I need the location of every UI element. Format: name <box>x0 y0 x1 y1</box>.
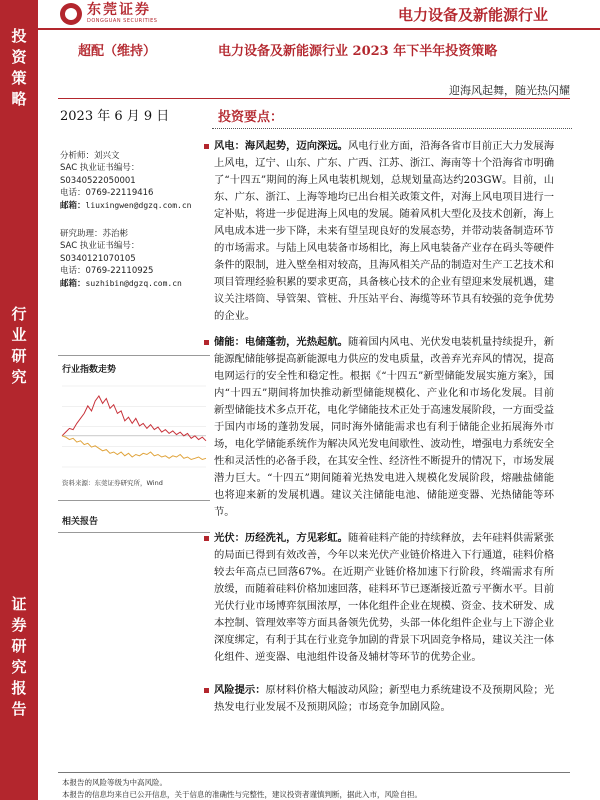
report-subtitle: 迎海风起舞，随光热闪耀 <box>449 84 570 97</box>
analyst-sac-label: SAC 执业证书编号： <box>60 163 140 174</box>
assistant-phone: 电话：0769-22110925 <box>60 266 154 277</box>
rating: 超配（维持） <box>78 44 157 59</box>
chart-series-line-0 <box>62 396 206 441</box>
logo-name-en: DONGGUAN SECURITIES <box>87 18 158 24</box>
point-lead: 风电：海风起势，迈向深远。 <box>214 140 348 152</box>
bullet-icon <box>204 340 209 345</box>
analyst-block <box>60 150 210 212</box>
key-points-divider <box>212 128 572 129</box>
analyst-email[interactable]: liuxingwen@dgzq.com.cn <box>85 200 192 210</box>
bullet-icon <box>204 688 209 693</box>
report-title: 电力设备及新能源行业 2023 年下半年投资策略 <box>218 44 498 59</box>
point-risk <box>214 682 554 716</box>
assistant-name: 研究助理：苏治彬 <box>60 229 129 239</box>
chart-top-divider <box>58 355 210 356</box>
assistant-email-row: 邮箱：suzhibin@dgzq.com.cn <box>60 278 182 289</box>
sidebar-label-strategy: 投 资 策 略 <box>11 27 27 108</box>
industry-index-chart <box>58 380 210 475</box>
assistant-email[interactable]: suzhibin@dgzq.com.cn <box>85 278 182 288</box>
key-points-title: 投资要点： <box>218 110 284 125</box>
chart-series-line-1 <box>62 436 206 460</box>
point-wind <box>214 138 554 325</box>
left-sidebar <box>0 0 38 800</box>
point-storage <box>214 334 554 521</box>
header-industry: 电力设备及新能源行业 <box>397 6 548 24</box>
analyst-phone: 电话：0769-22119416 <box>60 188 154 199</box>
point-solar <box>214 530 554 666</box>
chart-bottom-divider <box>58 500 210 501</box>
report-date: 2023 年 6 月 9 日 <box>60 109 170 124</box>
point-text: 原材料价格大幅波动风险；新型电力系统建设不及预期风险；光热发电行业发展不及预期风险；市场竞争加剧风险。 <box>214 684 555 713</box>
sidebar-label-report: 证 券 研 究 报 告 <box>11 595 27 718</box>
sidebar-label-industry: 行 业 研 究 <box>11 305 27 386</box>
chart-section-label: 行业指数走势 <box>62 365 117 375</box>
chart-series-group <box>62 396 206 460</box>
related-reports-divider <box>58 532 210 533</box>
company-logo <box>60 0 157 28</box>
bullet-icon <box>204 144 209 149</box>
point-lead: 风险提示： <box>214 684 266 696</box>
assistant-sac-number: S0340121070105 <box>60 253 136 264</box>
assistant-sac-label: SAC 执业证书编号： <box>60 241 140 252</box>
point-text: 随着硅料产能的持续释放，去年硅料供需紧张的局面已得到有效改善，今年以来光伏产业链价格进入下行通道，硅料价格较去年高点已回落67%。在近期产业链价格加速下行阶段，终端需求有所放缓，而随着硅料价格加速回落，硅料环节已逐渐接近盈亏平衡水平。目前光伏行业市场博弈氛围浓厚，一体化组件企业在规模、资金、技术研发、成本控制、管理效率等方面具备领先优势，头部一体化组件企业与上下游企业深度绑定，有利于其在行业竞争加剧的背景下巩固竞争格局，建议关注一体化组件、逆变器、电池组件设备及辅材等环节的优势企业。 <box>214 532 555 663</box>
point-text: 风电行业方面，沿海各省市目前正大力发展海上风电，辽宁、山东、广东、广西、江苏、浙江、海南等十个沿海省市明确了“十四五”期间的海上风电装机规划，总规划量高达约203GW。目前，山东、广东、浙江、上海等地均已出台相关政策文件，对海上风电项目进行一定补贴，将进一步促进海上风电的发展。随着风机大型化及技术创新，海上风电成本进一步下降，未来有望呈现良好的发展态势，并带动装备制造环节的市场需求。与陆上风电装备市场相比，海上风电装备产业存在码头等硬件条件的限制，进入壁垒相对较高，且海风相关产品的制造对生产工艺技术和项目管理经验积累的要求更高，具备核心技术的企业有望迎来发展机遇，建议关注塔筒、导管架、管桩、升压站平台、海缆等环节具有较强的竞争优势的企业。 <box>214 140 555 322</box>
point-text: 随着国内风电、光伏发电装机量持续提升，新能源配储能够提高新能源电力供应的发电质量，改善弃光弃风的情况，提高电网运行的安全性和稳定性。根据《“十四五”新型储能发展实施方案》，国内“十四五”期间将加快推动新型储能规模化、产业化和市场化发展。目前新型储能技术多点开花，电化学储能技术正处于高速发展阶段，一方面受益于国内市场的蓬勃发展，同时海外储能需求也有利于储能企业拓展海外市场，电化学储能系统作为解决风光发电间歇性、波动性，增强电力系统安全性和灵活性的必备手段，在其安全性、经济性不断提升的情况下，市场发展潜力巨大。“十四五”期间随着光热发电进入规模化发展阶段，熔融盐储能也将迎来新的发展机遇。建议关注储能电池、储能逆变器、光热储能等环节。 <box>214 336 555 518</box>
logo-mark-icon <box>60 3 82 25</box>
analyst-email-row: 邮箱：liuxingwen@dgzq.com.cn <box>60 200 192 211</box>
chart-source: 资料来源：东莞证券研究所，Wind <box>62 479 163 487</box>
footer-disclaimer: 本报告的信息均来自已公开信息，关于信息的准确性与完整性，建议投资者谨慎判断，据此入市，风险自担。 <box>62 790 422 799</box>
chart-gridlines <box>62 386 206 467</box>
related-reports-label: 相关报告 <box>62 517 99 527</box>
point-lead: 储能：电储蓬勃，光热起航。 <box>214 336 348 348</box>
point-lead: 光伏：历经洗礼，方见彩虹。 <box>214 532 348 544</box>
header-divider <box>38 28 600 30</box>
page-header <box>38 0 600 36</box>
bullet-icon <box>204 536 209 541</box>
assistant-block <box>60 228 210 290</box>
analyst-name: 分析师：刘兴文 <box>60 151 120 161</box>
title-divider <box>58 98 570 99</box>
footer-divider <box>58 772 570 773</box>
logo-name-cn: 东莞证券 <box>87 2 151 18</box>
footer-risk-level: 本报告的风险等级为中高风险。 <box>62 778 167 787</box>
analyst-sac-number: S0340522050001 <box>60 175 136 186</box>
